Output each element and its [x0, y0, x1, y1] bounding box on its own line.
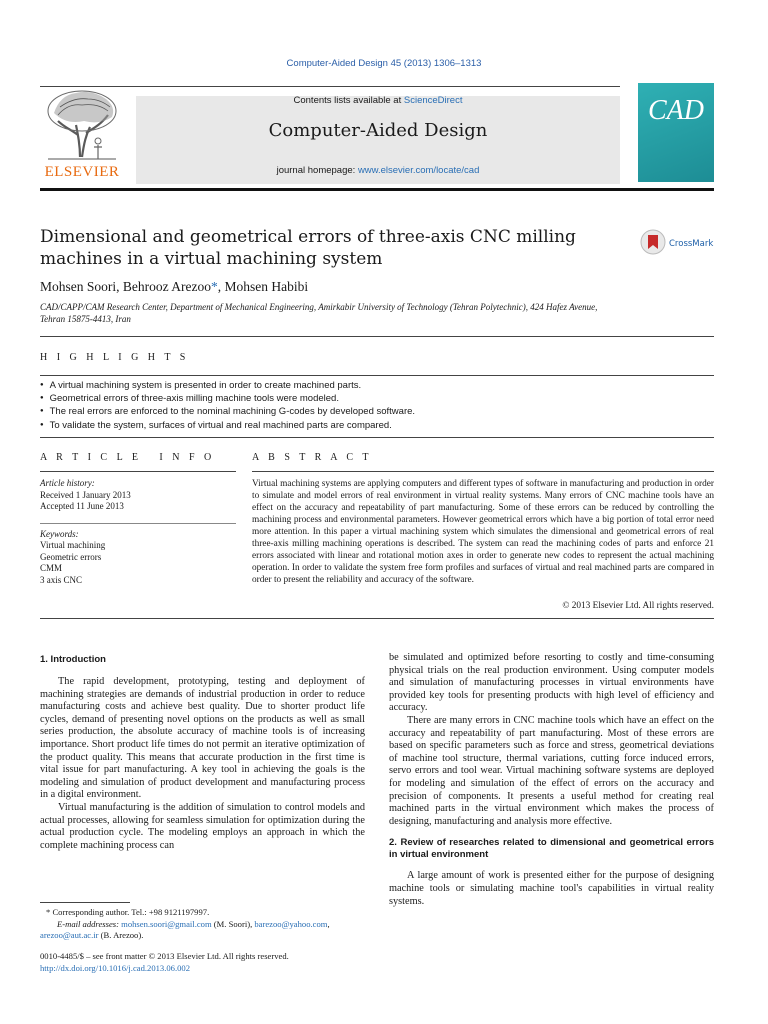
footnote-rule: [40, 902, 130, 903]
journal-cover-text: CAD: [648, 95, 704, 126]
author-affiliation: [40, 301, 640, 325]
keyword-item: CMM: [40, 563, 63, 573]
affiliation-line2: Tehran 15875-4413, Iran: [40, 314, 131, 324]
doi-link[interactable]: http://dx.doi.org/10.1016/j.cad.2013.06.002: [40, 962, 190, 973]
contents-available-line: [136, 95, 620, 106]
right-paragraph-1: be simulated and optimized before resorting to costly and time-consuming physical trials on the real production environment. Using computer models and simulation of manufacturing processes in virtual environments have provided key tools for presenting products with high level of efficiency and accuracy.: [389, 652, 714, 714]
elsevier-wordmark: ELSEVIER: [44, 164, 120, 180]
journal-homepage-line: [136, 165, 620, 176]
right-paragraph-2: There are many errors in CNC machine tools which have an effect on the accuracy and repeatability of part manufacturing. Most of these errors are based on specific parameters such as force and stress, geometrical deviations of machine tool structure, thermal variations, cutting force induced errors, servo errors and tool wear. Virtual machining software systems are deployed for modeling and simulation of the effect of errors on the accuracy and precision of components. It presents a useful method for creating real machined parts in the virtual environment which makes the process of designing, manufacturing and analysis more effective.: [389, 714, 714, 827]
email-line: [40, 919, 365, 931]
crossmark-badge[interactable]: [640, 229, 720, 255]
header-bottom-rule: [40, 188, 714, 191]
body-right-column: [389, 652, 714, 908]
abstract-rule: [252, 471, 714, 472]
article-info-rule: [40, 471, 236, 472]
highlight-item: ● To validate the system, surfaces of virtual and real machined parts are compared.: [40, 419, 714, 432]
section-2-heading: 2. Review of researches related to dimensional and geometrical errors in virtual environment: [389, 837, 714, 861]
affiliation-line1: CAD/CAPP/CAM Research Center, Department of Mechanical Engineering, Amirkabir University of Technology (Tehran Polytechnic), 424 Hafez Avenue,: [40, 302, 598, 312]
front-matter-line: 0010-4485/$ – see front matter © 2013 Elsevier Ltd. All rights reserved.: [40, 951, 289, 961]
introduction-paragraph-2: Virtual manufacturing is the addition of simulation to control models and actual processes, allowing for seamless simulation for optimization during the actual production cycle. The modeling employs an approach in which the complete machining process can: [40, 801, 365, 851]
section-2-paragraph-1: A large amount of work is presented either for the purpose of designing machine tools or simulating machine tool's capabilities in virtual reality systems.: [389, 870, 714, 907]
contents-prefix: Contents lists available at: [293, 95, 404, 106]
corresponding-author-footnote: [40, 907, 365, 942]
keywords-label: Keywords:: [40, 528, 79, 539]
accepted-date: Accepted 11 June 2013: [40, 501, 124, 511]
keyword-item: Virtual machining: [40, 540, 106, 550]
email-link-arezoo[interactable]: arezoo@aut.ac.ir: [40, 930, 99, 940]
email-owner-arezoo: (B. Arezoo).: [98, 930, 144, 940]
front-matter-block: [40, 951, 365, 974]
email-link-soori[interactable]: mohsen.soori@gmail.com: [121, 918, 212, 929]
authors-primary: Mohsen Soori, Behrooz Arezoo: [40, 279, 211, 294]
article-title-line1: Dimensional and geometrical errors of three-axis CNC milling: [40, 227, 576, 247]
authors-secondary: , Mohsen Habibi: [217, 279, 309, 294]
highlights-heading: H I G H L I G H T S: [40, 352, 189, 363]
received-date: Received 1 January 2013: [40, 489, 131, 500]
abstract-bottom-rule: [40, 618, 714, 619]
header-top-rule: [40, 86, 620, 87]
article-title: [40, 226, 600, 270]
highlight-item: ● The real errors are enforced to the nominal machining G-codes by developed software.: [40, 405, 714, 418]
article-history-label: Article history:: [40, 478, 95, 488]
author-list: [40, 279, 720, 295]
highlight-item: ● Geometrical errors of three-axis milling machine tools were modeled.: [40, 392, 714, 405]
keywords-divider: [40, 523, 236, 524]
journal-citation-link[interactable]: Computer-Aided Design 45 (2013) 1306–1313: [286, 58, 482, 69]
journal-name: Computer-Aided Design: [268, 120, 488, 141]
keyword-item: 3 axis CNC: [40, 574, 83, 585]
email-link-barezoo[interactable]: barezoo@yahoo.com: [254, 918, 328, 929]
article-info-heading: A R T I C L E I N F O: [40, 452, 215, 463]
introduction-paragraph-1: The rapid development, prototyping, testing and deployment of machining strategies are demands of industrial production in order to reduce manufacturing costs and achieve best quality. Due to shorter product life cycles, demand of presenting novel options on the products as well as small series production, the absolute accuracy of machine tools is of increasing importance. Short product life times do not permit an iterative optimization of the product quality. This means that accurate production in the first time is vital issue for part manufacturing. A key tool in achieving the goals is the modeling and simulation of product development and manufacturing process in a digital environment.: [40, 676, 365, 801]
crossmark-label: CrossMark: [669, 239, 714, 249]
body-left-column: [40, 654, 365, 852]
crossmark-icon: [640, 229, 720, 255]
highlights-bottom-rule: [40, 437, 714, 438]
email-separator: ,: [327, 918, 330, 929]
highlight-item: ● A virtual machining system is presented in order to create machined parts.: [40, 379, 714, 392]
article-info-block: [40, 478, 236, 586]
email-owner-soori: (M. Soori),: [211, 918, 255, 929]
tree-icon: [40, 85, 124, 165]
highlights-rule: [40, 375, 714, 376]
abstract-copyright: © 2013 Elsevier Ltd. All rights reserved.: [562, 601, 714, 611]
corresponding-author-line: * Corresponding author. Tel.: +98 9121197997.: [46, 907, 210, 917]
email-line-2: [40, 930, 365, 942]
introduction-heading: 1. Introduction: [40, 654, 106, 665]
highlights-top-rule: [40, 336, 714, 337]
sciencedirect-link[interactable]: ScienceDirect: [403, 95, 463, 106]
abstract-heading: A B S T R A C T: [252, 452, 373, 463]
journal-homepage-link[interactable]: www.elsevier.com/locate/cad: [357, 165, 480, 176]
email-label: E-mail addresses:: [57, 918, 122, 929]
highlights-list: [40, 379, 714, 432]
keyword-item: Geometric errors: [40, 551, 102, 562]
homepage-prefix: journal homepage:: [276, 165, 358, 176]
abstract-text: Virtual machining systems are applying computers and different types of software in manufacturing and production in order to simulate and model errors of real environment in virtual reality systems. Many errors of CNC machine tools have an effect on the accuracy and repeatability of part manufacturing. Some of these errors can be reduced by controlling the machining process and environmental parameters. However geometrical errors which have a big portion of total error need more attention. In this paper a virtual machining system which simulates the dimensional and geometrical errors of real three-axis milling machining operations is described. The system can read the machining codes of parts and enforce 21 errors associated with linear and rotational motion axes in order to generate new codes to represent the actual machining operation. In order to validate the system free form profiles and surfaces of virtual and real machined parts are compared in order to present the reliability and accuracy of the software.: [252, 479, 714, 585]
article-title-line2: machines in a virtual machining system: [40, 249, 383, 269]
corresponding-author-marker[interactable]: *: [210, 279, 218, 294]
